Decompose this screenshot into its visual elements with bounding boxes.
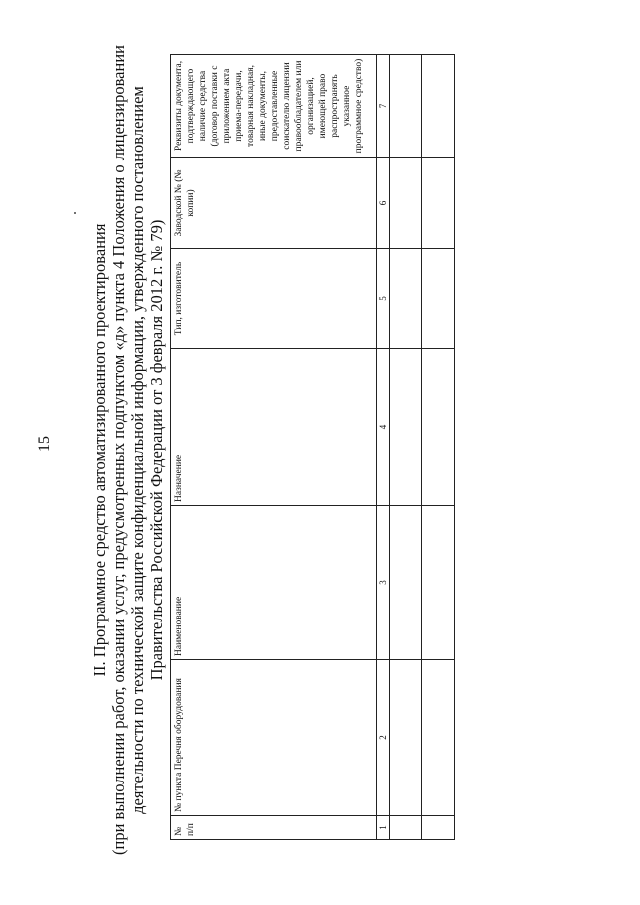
- column-number: 5: [377, 249, 390, 349]
- column-number: 3: [377, 506, 390, 660]
- header-cell: № пункта Перечня оборудования: [171, 660, 377, 816]
- table-cell: [422, 55, 455, 158]
- header-cell: Назначение: [171, 349, 377, 506]
- header-cell: Заводской № (№ копии): [171, 158, 377, 249]
- table-cell: [422, 816, 455, 840]
- table-row: [422, 55, 455, 840]
- table-cell: [390, 249, 422, 349]
- heading-title: II. Программное средство автоматизированного проектирования: [90, 223, 109, 677]
- column-number: 7: [377, 55, 390, 158]
- table-cell: [390, 158, 422, 249]
- header-cell: Тип, изготовитель: [171, 249, 377, 349]
- table-cell: [390, 506, 422, 660]
- column-number: 4: [377, 349, 390, 506]
- column-number-row: [377, 55, 390, 840]
- section-heading: [90, 45, 168, 855]
- table-cell: [390, 816, 422, 840]
- page-number: 15: [36, 436, 53, 452]
- scan-speck: [74, 212, 76, 214]
- table-cell: [422, 349, 455, 506]
- table-cell: [422, 506, 455, 660]
- rotated-page-content: [90, 45, 460, 855]
- table-cell: [390, 660, 422, 816]
- table-cell: [390, 349, 422, 506]
- header-cell: Реквизиты документа, подтверждающего наличие средства (договор поставки с приложением акта приема-передачи, товарная накладная, иные документы, предоставленные соискателю лицензии правообладателем или организацией, имеющей право распространять указанное программное средство): [171, 55, 377, 158]
- table-header-row: [171, 55, 377, 840]
- heading-line-2: (при выполнении работ, оказании услуг, предусмотренных подпунктом «д» пункта 4 Положения о лицензировании: [109, 45, 128, 855]
- table-cell: [422, 660, 455, 816]
- heading-line-3: деятельности по технической защите конфиденциальной информации, утвержденного постановлением: [128, 86, 147, 814]
- table-cell: [422, 249, 455, 349]
- heading-line-4: Правительства Российской Федерации от 3 февраля 2012 г. № 79): [147, 219, 166, 681]
- column-number: 2: [377, 660, 390, 816]
- table-cell: [390, 55, 422, 158]
- column-number: 6: [377, 158, 390, 249]
- header-cell: № п/п: [171, 816, 377, 840]
- header-cell: Наименование: [171, 506, 377, 660]
- column-number: 1: [377, 816, 390, 840]
- table-cell: [422, 158, 455, 249]
- table-row: [390, 55, 422, 840]
- software-table: [170, 54, 455, 840]
